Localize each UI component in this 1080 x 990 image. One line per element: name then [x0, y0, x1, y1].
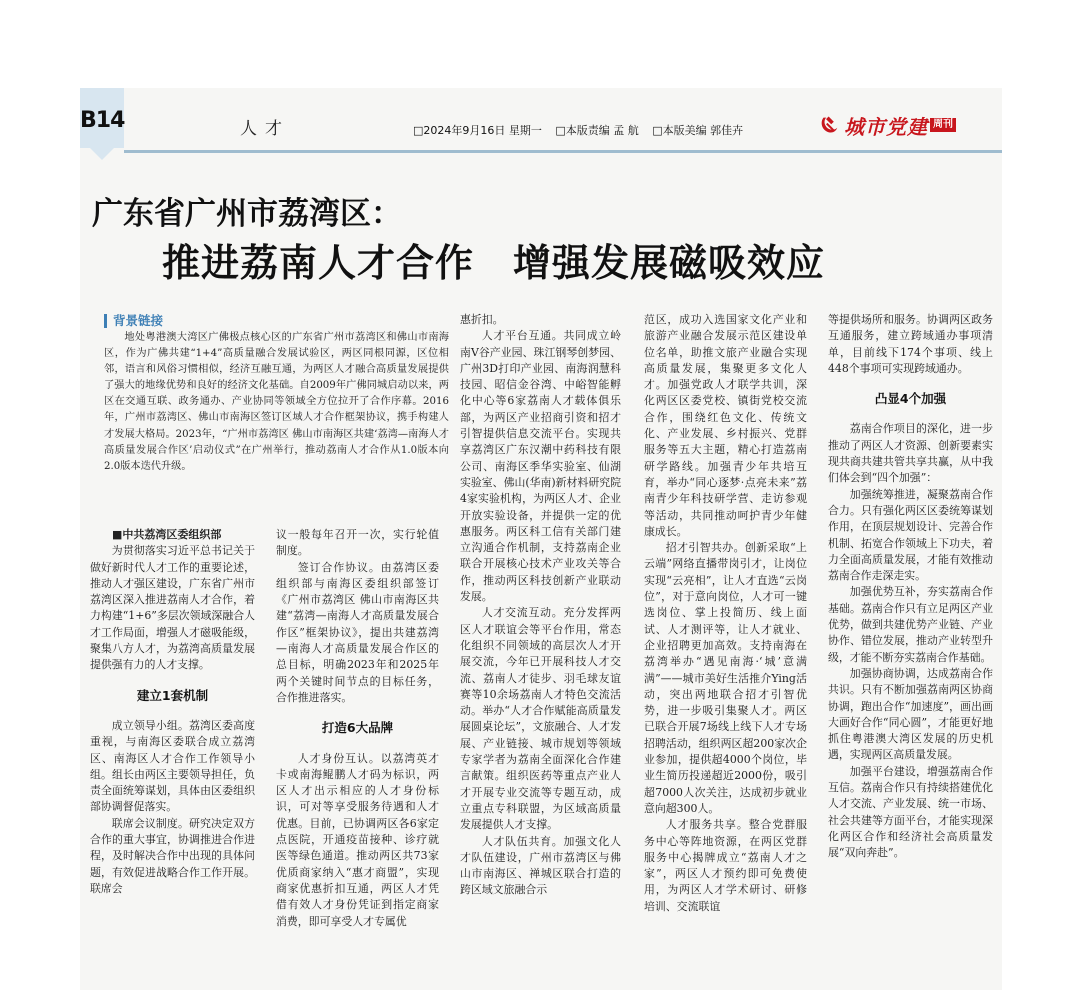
paragraph: 加强协商协调，达成荔南合作共识。只有不断加强荔南两区协商协调，跑出合作“加速度”，画出画大画好合作“同心圆”，才能更好地抓住粤港澳大湾区发展的历史机遇，实现两区高质量发展。 [828, 666, 993, 762]
paragraph: 签订合作协议。由荔湾区委组织部与南海区委组织部签订《广州市荔湾区 佛山市南海区共建“荔湾—南海人才高质量发展合作区”框架协议》，提出共建荔湾—南海人才高质量发展合作区的总目标，明确2023年和2025年两个关键时间节点的目标任务，合作推进落实。 [276, 560, 439, 704]
column-2 [276, 527, 439, 930]
paragraph: 等提供场所和服务。协调两区政务互通服务，建立跨域通办事项清单，目前线下174个事项、线上448个事项可实现跨域通办。 [828, 313, 993, 375]
article-headline: 推进荔南人才合作 增强发展磁吸效应 [162, 240, 826, 285]
paragraph: 加强平台建设，增强荔南合作互信。荔南合作只有持续搭建优化人才交流、产业发展、统一市场、社会共建等方面平台，才能实现深化两区合作和经济社会高质量发展“双向奔赴”。 [828, 764, 993, 860]
paragraph: 招才引智共办。创新采取“上云端”网络直播带岗引才，让岗位实现“云亮相”，让人才直选“云岗位”，对于意向岗位，人才可一键选岗位、掌上投简历、线上面试、人才测评等，让人才就业、企业招聘更加高效。支持南海在荔湾举办“遇见南海·‘城’意满满”——城市美好生活推介Ying活动，突出两地联合招才引智优势，进一步吸引集聚人才。两区已联合开展7场线上线下人才专场招聘活动，组织两区超200家次企业参加，提供超4000个岗位，毕业生简历投递超近2000份，吸引超7000人次关注，达成初步就业意向超300人。 [644, 541, 807, 815]
paragraph: 议一般每年召开一次，实行轮值制度。 [276, 528, 439, 558]
paragraph: 惠折扣。 [460, 313, 504, 326]
article-kicker: 广东省广州市荔湾区： [92, 196, 402, 232]
paragraph: 人才平台互通。共同成立岭南V谷产业园、珠江钢琴创梦园、广州3D打印产业园、南海润慧科技园、昭信金谷湾、中峪智能孵化中心等6家荔南人才载体俱乐部，为两区产业招商引资和招才引智提供信息交流平台。实现共享荔湾区广东汉潮中药科技有限公司、南海区季华实验室、仙湖实验室、佛山(华南)新材料研究院4家实验机构，为两区人才、企业开放实验设备，并提供一定的优惠服务。两区科工信有关部门建立沟通合作机制，支持荔南企业联合开展核心技术产业攻关等合作，推动两区科技创新产业联动发展。 [460, 329, 621, 604]
paragraph: 成立领导小组。荔湾区委高度重视，与南海区委联合成立荔湾区、南海区人才合作工作领导小组。组长由两区主要领导担任，负责全面统筹谋划，具体由区委组织部协调督促落实。 [90, 718, 255, 814]
section-name: 人才 [240, 119, 290, 139]
column-4 [644, 312, 807, 915]
paragraph: 人才队伍共育。加强文化人才队伍建设，广州市荔湾区与佛山市南海区、禅城区联合打造的跨区域文旅融合示 [460, 834, 621, 897]
masthead-logo [818, 112, 956, 138]
header-rule [124, 150, 1002, 153]
background-label: 背景链接 [104, 314, 163, 328]
issue-meta [413, 122, 753, 138]
paragraph: 人才交流互动。充分发挥两区人才联谊会等平台作用，常态化组织不同领域的高层次人才开展交流，今年已开展科技人才交流、荔南人才徒步、羽毛球友谊赛等10余场荔南人才特色交流活动。举办“人才合作赋能高质量发展圆桌论坛”，文旅融合、人才发展、产业链接、城市规划等领域专家学者为荔南全面深化合作建言献策。组织医药等重点产业人才开展专业交流等专题互动，成立重点专科联盟，为区域高质量发展提供人才支撑。 [460, 606, 621, 832]
paragraph: 人才服务共享。整合党群服务中心等阵地资源，在两区党群服务中心揭牌成立“荔南人才之家”，两区人才预约即可免费使用，为两区人才学术研讨、研修培训、交流联谊 [644, 818, 807, 913]
page-tab-pointer [90, 148, 114, 160]
paragraph: 为贯彻落实习近平总书记关于做好新时代人才工作的重要论述，推动人才强区建设，广东省广州市荔湾区深入推进荔南人才合作，着力构建“1+6”多层次领域深融合人才工作局面，增强人才磁吸能级，聚集八方人才，为荔湾高质量发展提供强有力的人才支撑。 [90, 544, 255, 672]
paragraph: 人才身份互认。以荔湾英才卡或南海鲲鹏人才码为标识，两区人才出示相应的人才身份标识，可对等享受服务待遇和人才优惠。目前，已协调两区各6家定点医院，开通疫苗接种、诊疗就医等绿色通道。推动两区共73家优质商家纳入“惠才商盟”，实现商家优惠折扣互通，两区人才凭借有效人才身份凭证到指定商家消费，即可享受人才专属优 [276, 751, 439, 928]
page-editor: □本版责编 孟 航 [555, 124, 639, 137]
paragraph: 加强优势互补，夯实荔南合作基础。荔南合作只有立足两区产业优势，做到共建优势产业链、产业协作、错位发展，推动产业转型升级，才能不断夯实荔南合作基础。 [828, 585, 993, 664]
logo-text: 城市党建 [844, 114, 928, 139]
paragraph: 范区，成功入选国家文化产业和旅游产业融合发展示范区建设单位名单，助推文旅产业融合实现高质量发展，集聚更多文化人才。加强党政人才联学共训，深化两区区委党校、镇街党校交流合作，围绕红色文化、传统文化、产业发展、乡村振兴、党群服务等五大主题，精心打造荔南研学路线。加强青少年共培互育，举办“同心逐梦·点亮未来”荔南青少年科技研学营、走访参观等活动，共同推动呵护青少年健康成长。 [644, 313, 807, 538]
paragraph: 联席会议制度。研究决定双方合作的重大事宜，协调推进合作进程，及时解决合作中出现的具体问题，有效促进战略合作工作开展。联席会 [90, 816, 255, 895]
page-number: B14 [80, 108, 125, 133]
page-designer: □本版美编 郭佳卉 [652, 124, 744, 137]
subheading: 打造6大品牌 [321, 720, 394, 736]
paragraph: 荔南合作项目的深化，进一步推动了两区人才资源、创新要素实现共商共建共管共享共赢，从中我们体会到“四个加强”： [828, 422, 993, 485]
hammer-sickle-icon [818, 114, 840, 136]
subheading: 凸显4个加强 [874, 391, 947, 407]
background-text: 地处粤港澳大湾区广佛极点核心区的广东省广州市荔湾区和佛山市南海区，作为广佛共建“1+4”高质量融合发展试验区，两区同根同源，区位相邻，语言和风俗习惯相似，经济互融互通，为两区人才融合高质量发展提供了强大的地缘优势和良好的经济文化基础。自2009年广佛同城启动以来，两区在交通互联、政务通办、产业协同等领域全方位拉开了合作序幕。2016年，广州市荔湾区、佛山市南海区签订区域人才合作框架协议，携手构建人才发展大格局。2023年，“广州市荔湾区 佛山市南海区共建‘荔湾—南海人才高质量发展合作区’启动仪式”在广州举行，推动荔南人才合作从1.0版本向2.0版本迭代升级。 [104, 332, 449, 472]
column-3 [460, 312, 621, 899]
paragraph: 加强统筹推进，凝聚荔南合作合力。只有强化两区区委统筹谋划作用，在顶层规划设计、完善合作机制、拓宽合作领域上下功夫，着力全面高质量发展，才能有效推动荔南合作走深走实。 [828, 487, 993, 583]
issue-date: □2024年9月16日 星期一 [413, 124, 542, 137]
logo-badge: 周刊 [930, 118, 956, 132]
byline: ■中共荔湾区委组织部 [112, 528, 222, 541]
column-5 [828, 312, 993, 862]
column-1 [90, 527, 255, 897]
subheading: 建立1套机制 [136, 687, 209, 703]
